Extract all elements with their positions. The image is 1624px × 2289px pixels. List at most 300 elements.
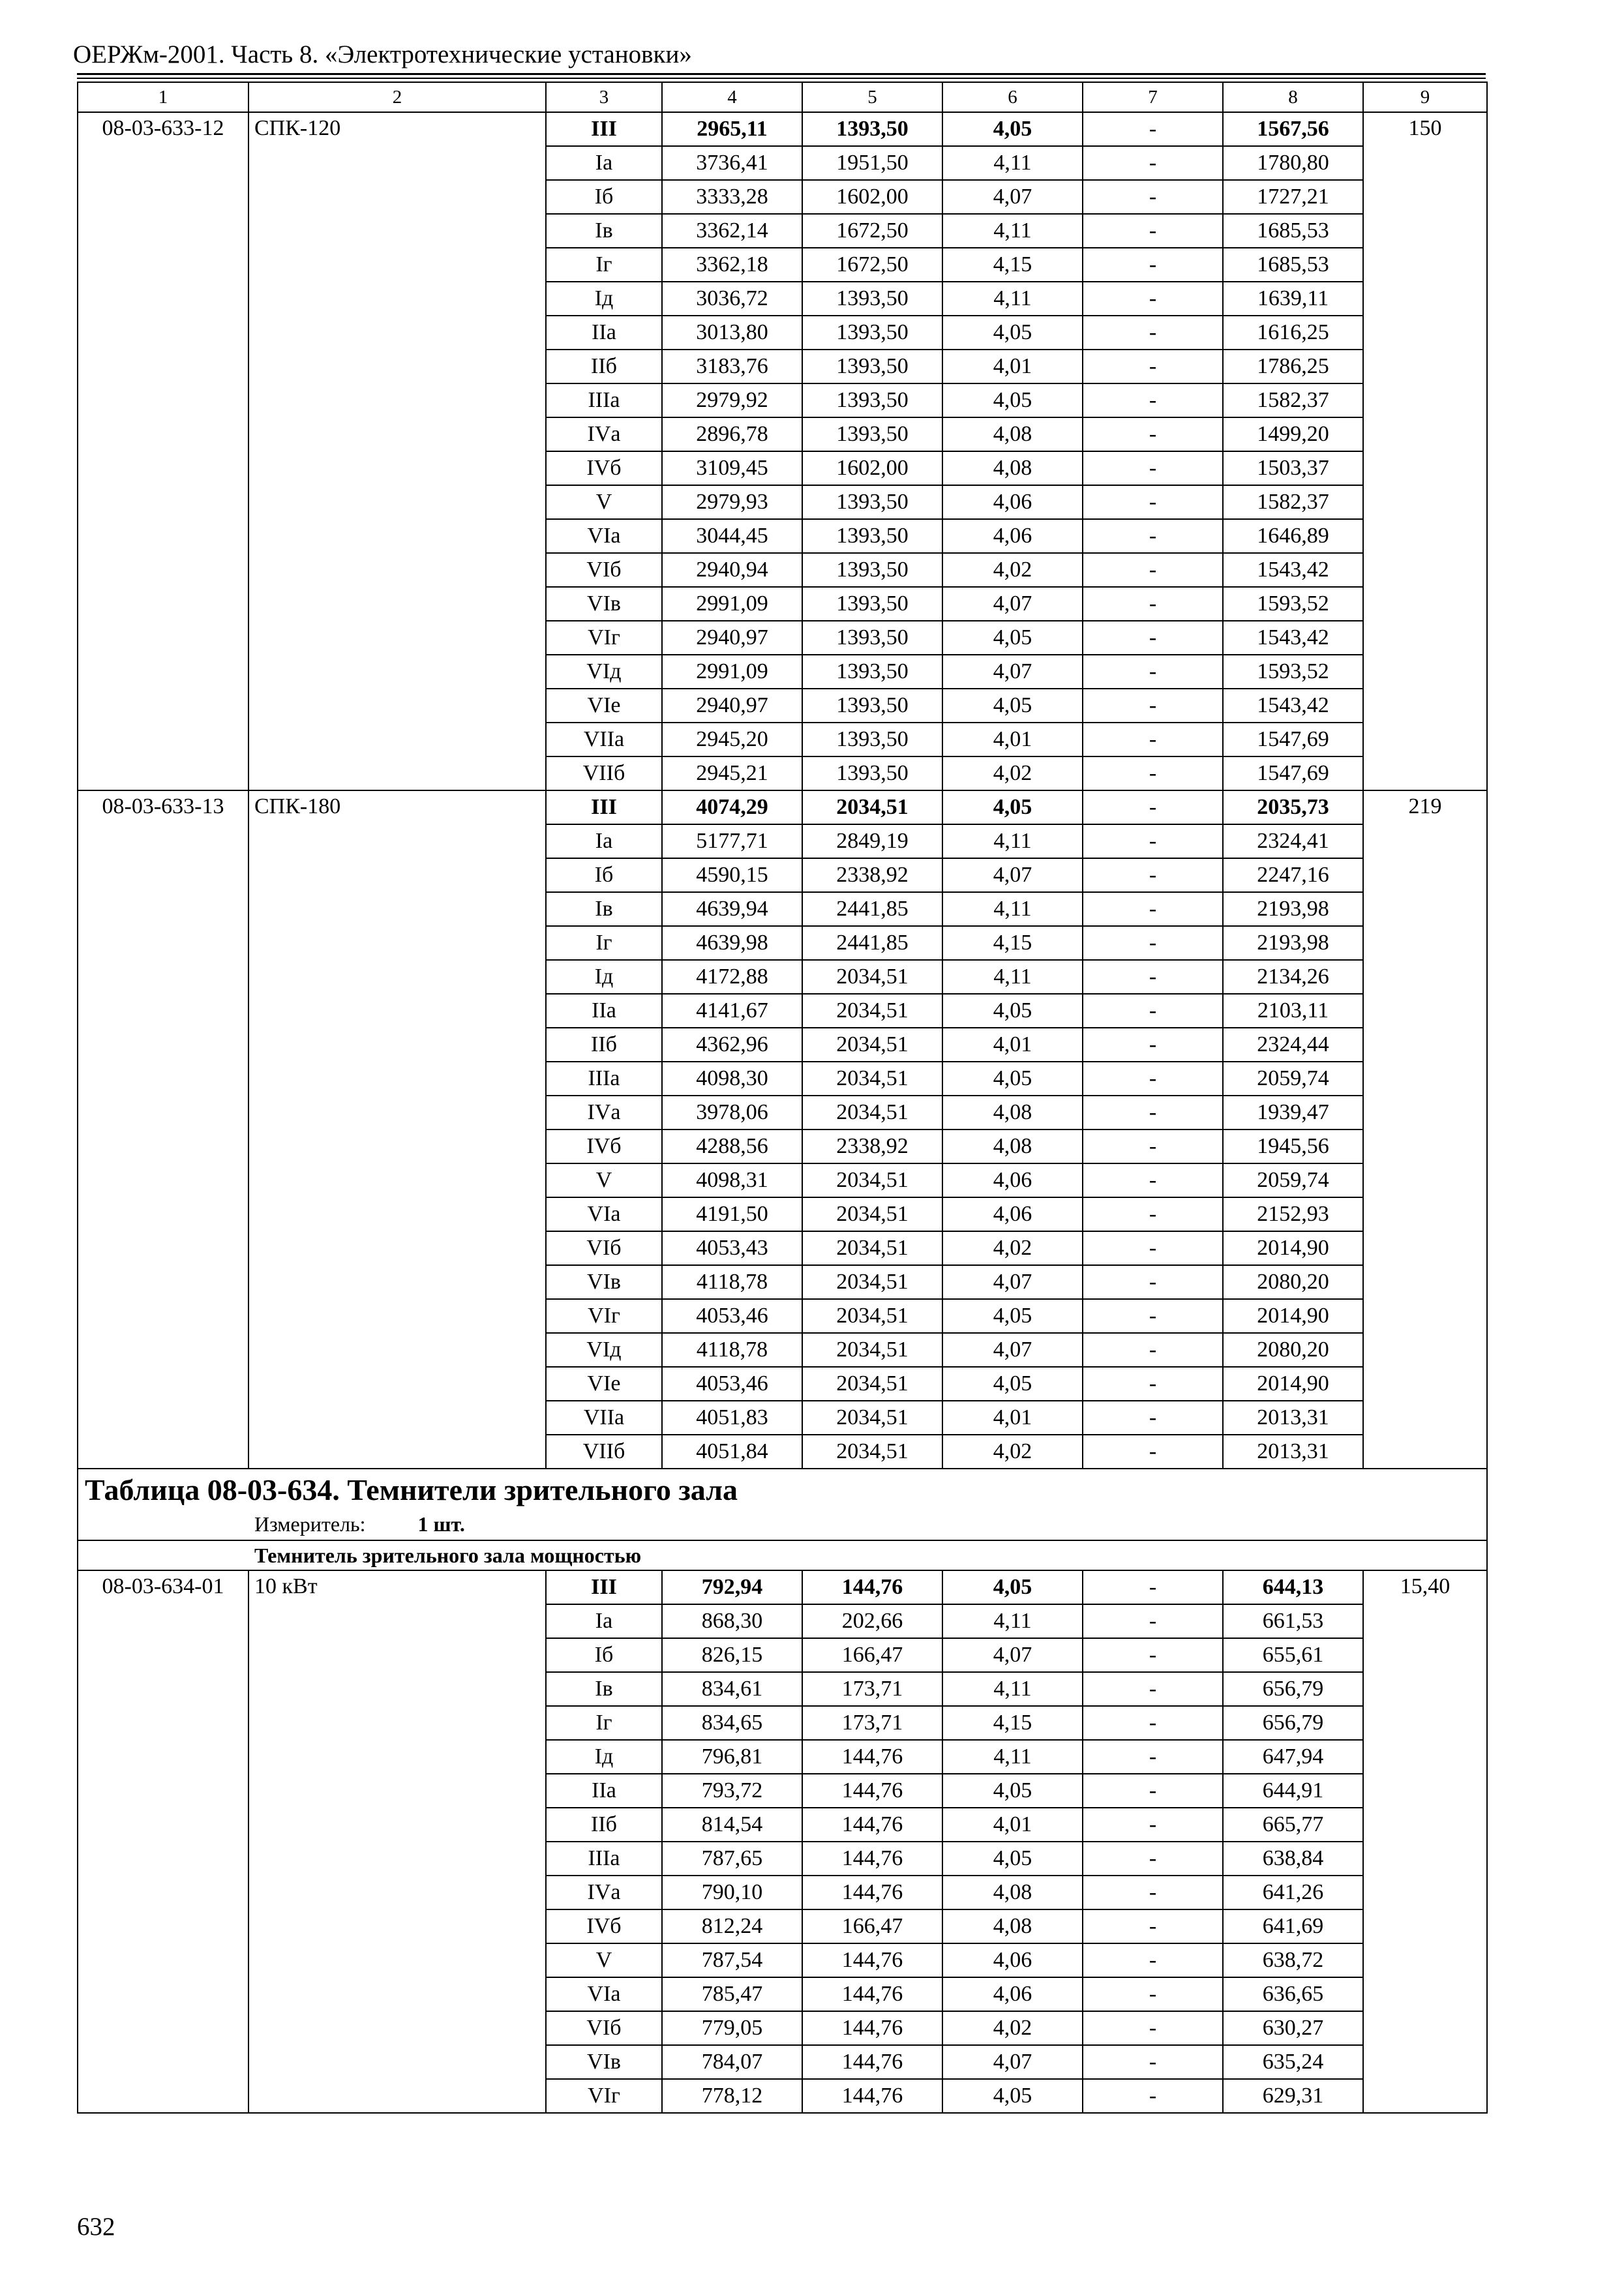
table-cell: 2034,51 [802, 790, 942, 824]
table-cell: VIд [546, 1333, 662, 1367]
table-cell: IVб [546, 1130, 662, 1163]
table-cell: 868,30 [662, 1604, 802, 1638]
table-cell: 1393,50 [802, 519, 942, 553]
table-cell: - [1083, 1604, 1223, 1638]
table-cell: 2940,94 [662, 553, 802, 587]
table-cell: Iб [546, 858, 662, 892]
table-cell: 2013,31 [1223, 1401, 1363, 1435]
table-cell: 2034,51 [802, 1163, 942, 1197]
table-cell: 1543,42 [1223, 553, 1363, 587]
table-cell: 4288,56 [662, 1130, 802, 1163]
table-cell: 4639,94 [662, 892, 802, 926]
table-cell: 4,06 [942, 1943, 1083, 1977]
measure-value: 1 шт. [417, 1512, 465, 1536]
table-cell: 641,26 [1223, 1876, 1363, 1909]
table-cell: 638,72 [1223, 1943, 1363, 1977]
table-cell: Iг [546, 1706, 662, 1740]
table-cell: 4,07 [942, 587, 1083, 621]
table-cell: 4141,67 [662, 994, 802, 1028]
table-cell: 4118,78 [662, 1265, 802, 1299]
table-cell: Iб [546, 180, 662, 214]
table-cell: 4,11 [942, 146, 1083, 180]
table-cell: - [1083, 858, 1223, 892]
table-cell: 2035,73 [1223, 790, 1363, 824]
measure-label: Измеритель: [254, 1512, 366, 1536]
column-number: 1 [78, 82, 248, 112]
table-cell: IIIа [546, 383, 662, 417]
table-cell: 4,08 [942, 1876, 1083, 1909]
table-cell: 1593,52 [1223, 587, 1363, 621]
table-cell: 2080,20 [1223, 1265, 1363, 1299]
table-cell: Iа [546, 146, 662, 180]
table-cell: 4,07 [942, 2045, 1083, 2079]
table-cell: 644,91 [1223, 1774, 1363, 1808]
table-cell: III [546, 112, 662, 146]
table-cell: 2338,92 [802, 858, 942, 892]
table-cell: 778,12 [662, 2079, 802, 2113]
table-row [78, 1570, 1487, 1604]
table-cell: VIIа [546, 723, 662, 756]
table-cell: 4,06 [942, 485, 1083, 519]
table-cell: V [546, 1163, 662, 1197]
table-cell: 144,76 [802, 1808, 942, 1842]
table-cell: VIб [546, 553, 662, 587]
table-cell: Iа [546, 824, 662, 858]
table-cell: 4,06 [942, 519, 1083, 553]
table-cell: 4,06 [942, 1197, 1083, 1231]
table-cell: 1672,50 [802, 214, 942, 248]
table-cell: 629,31 [1223, 2079, 1363, 2113]
table-cell: VIг [546, 621, 662, 655]
table-cell: 4,11 [942, 824, 1083, 858]
table-cell: 2991,09 [662, 655, 802, 689]
table-cell: 655,61 [1223, 1638, 1363, 1672]
table-cell: IIа [546, 316, 662, 350]
table-cell: 4,05 [942, 316, 1083, 350]
table-cell: - [1083, 1808, 1223, 1842]
table-cell: 4,11 [942, 1740, 1083, 1774]
table-cell: - [1083, 282, 1223, 316]
table-cell: 638,84 [1223, 1842, 1363, 1876]
table-cell: 2103,11 [1223, 994, 1363, 1028]
table-cell: 4,05 [942, 994, 1083, 1028]
table-cell: Iв [546, 214, 662, 248]
table-cell: VIе [546, 1367, 662, 1401]
table-cell: 792,94 [662, 1570, 802, 1604]
table-cell: 2034,51 [802, 1231, 942, 1265]
table-cell: 2945,20 [662, 723, 802, 756]
table-cell: 4,02 [942, 553, 1083, 587]
table-cell: 144,76 [802, 2011, 942, 2045]
table-cell: 814,54 [662, 1808, 802, 1842]
table-cell: Iв [546, 1672, 662, 1706]
table-cell: 4172,88 [662, 960, 802, 994]
table-cell: 1593,52 [1223, 655, 1363, 689]
table-cell: 4,11 [942, 892, 1083, 926]
table-cell: 1393,50 [802, 485, 942, 519]
table-cell: VIв [546, 1265, 662, 1299]
table-cell: IVб [546, 1909, 662, 1943]
table-cell: 665,77 [1223, 1808, 1363, 1842]
table-cell: 787,54 [662, 1943, 802, 1977]
table-cell: Iг [546, 248, 662, 282]
table-cell: 3183,76 [662, 350, 802, 383]
table-cell: 1939,47 [1223, 1096, 1363, 1130]
table-cell: - [1083, 621, 1223, 655]
table-cell: - [1083, 1706, 1223, 1740]
table-cell: - [1083, 1740, 1223, 1774]
table-cell: 202,66 [802, 1604, 942, 1638]
table-cell: Iд [546, 960, 662, 994]
table-cell: - [1083, 1842, 1223, 1876]
table-cell: 3333,28 [662, 180, 802, 214]
table-cell: 5177,71 [662, 824, 802, 858]
item-name: 10 кВт [248, 1570, 546, 2113]
table-cell: - [1083, 553, 1223, 587]
table-cell: - [1083, 756, 1223, 790]
table-cell: - [1083, 1299, 1223, 1333]
table-cell: IVа [546, 1096, 662, 1130]
table-cell: - [1083, 2011, 1223, 2045]
table-cell: 1393,50 [802, 350, 942, 383]
table-cell: 144,76 [802, 1570, 942, 1604]
column-number: 5 [802, 82, 942, 112]
table-cell: 4,08 [942, 1096, 1083, 1130]
table-cell: 4,01 [942, 1028, 1083, 1062]
table-cell: 3036,72 [662, 282, 802, 316]
table-cell: 1547,69 [1223, 756, 1363, 790]
column-number: 4 [662, 82, 802, 112]
table-cell: 1393,50 [802, 112, 942, 146]
table-cell: 1393,50 [802, 282, 942, 316]
table-cell: - [1083, 587, 1223, 621]
table-cell: VIIб [546, 756, 662, 790]
rate-code: 08-03-634-01 [78, 1570, 248, 2113]
table-cell: VIг [546, 2079, 662, 2113]
table-cell: 2080,20 [1223, 1333, 1363, 1367]
table-cell: VIа [546, 519, 662, 553]
table-cell: IIб [546, 350, 662, 383]
table-cell: - [1083, 994, 1223, 1028]
column-number: 6 [942, 82, 1083, 112]
page-number: 632 [77, 2213, 115, 2241]
table-cell: 1393,50 [802, 417, 942, 451]
table-cell: - [1083, 146, 1223, 180]
table-cell: 4051,83 [662, 1401, 802, 1435]
table-cell: 4,06 [942, 1163, 1083, 1197]
table-cell: - [1083, 1435, 1223, 1469]
table-cell: - [1083, 655, 1223, 689]
table-cell: 4,01 [942, 1401, 1083, 1435]
table-cell: 4,05 [942, 2079, 1083, 2113]
table-title-row [78, 1469, 1487, 1540]
table-subtitle: Темнитель зрительного зала мощностью [254, 1544, 642, 1567]
table-cell: 1547,69 [1223, 723, 1363, 756]
table-cell: 1393,50 [802, 553, 942, 587]
table-cell: 4,07 [942, 1265, 1083, 1299]
table-cell: 2896,78 [662, 417, 802, 451]
table-cell: 4,01 [942, 1808, 1083, 1842]
table-cell: - [1083, 1401, 1223, 1435]
table-cell: 2965,11 [662, 112, 802, 146]
table-cell: - [1083, 248, 1223, 282]
header-rule-thin [77, 78, 1486, 79]
table-cell: Iг [546, 926, 662, 960]
table-cell: 636,65 [1223, 1977, 1363, 2011]
table-cell: - [1083, 112, 1223, 146]
table-cell: IVа [546, 417, 662, 451]
table-cell: 1503,37 [1223, 451, 1363, 485]
table-cell: 2441,85 [802, 892, 942, 926]
table-cell: - [1083, 383, 1223, 417]
table-cell: - [1083, 1977, 1223, 2011]
table-cell: 4,02 [942, 2011, 1083, 2045]
table-cell: 2059,74 [1223, 1062, 1363, 1096]
table-cell: 1780,80 [1223, 146, 1363, 180]
table-cell: 1786,25 [1223, 350, 1363, 383]
table-cell: 4051,84 [662, 1435, 802, 1469]
table-cell: 1672,50 [802, 248, 942, 282]
table-cell: - [1083, 1265, 1223, 1299]
table-cell: 796,81 [662, 1740, 802, 1774]
table-cell: - [1083, 1163, 1223, 1197]
table-cell: - [1083, 1943, 1223, 1977]
measure-line [78, 1510, 1486, 1540]
table-cell: IIб [546, 1028, 662, 1062]
item-name: СПК-120 [248, 112, 546, 790]
table-cell: 793,72 [662, 1774, 802, 1808]
table-cell: 144,76 [802, 2079, 942, 2113]
table-cell: 4,05 [942, 689, 1083, 723]
table-cell: VIд [546, 655, 662, 689]
table-cell: 834,61 [662, 1672, 802, 1706]
table-cell: 661,53 [1223, 1604, 1363, 1638]
table-cell: 1685,53 [1223, 214, 1363, 248]
table-cell: VIе [546, 689, 662, 723]
table-cell: - [1083, 1130, 1223, 1163]
table-cell: IIа [546, 994, 662, 1028]
table-cell: 4098,31 [662, 1163, 802, 1197]
table-cell: 2034,51 [802, 1299, 942, 1333]
table-cell: 4053,46 [662, 1367, 802, 1401]
table-cell: - [1083, 417, 1223, 451]
table-cell: - [1083, 485, 1223, 519]
table-cell: 1951,50 [802, 146, 942, 180]
table-cell: VIг [546, 1299, 662, 1333]
table-cell: - [1083, 1909, 1223, 1943]
table-cell: 656,79 [1223, 1706, 1363, 1740]
table-cell: - [1083, 1231, 1223, 1265]
table-cell: 4,05 [942, 1299, 1083, 1333]
table-cell: 4,02 [942, 1435, 1083, 1469]
table-cell: 4,02 [942, 756, 1083, 790]
table-cell: 4590,15 [662, 858, 802, 892]
table-cell: - [1083, 723, 1223, 756]
table-cell: 166,47 [802, 1909, 942, 1943]
table-cell: 1393,50 [802, 316, 942, 350]
rate-code: 08-03-633-12 [78, 112, 248, 790]
table-cell: 1567,56 [1223, 112, 1363, 146]
table-cell: 2014,90 [1223, 1231, 1363, 1265]
table-cell: 4,05 [942, 1062, 1083, 1096]
table-cell: 4,05 [942, 1842, 1083, 1876]
table-cell: V [546, 1943, 662, 1977]
table-cell: IIб [546, 1808, 662, 1842]
table-cell: 2324,41 [1223, 824, 1363, 858]
table-cell: 4,05 [942, 1774, 1083, 1808]
table-cell: - [1083, 689, 1223, 723]
table-cell: 2034,51 [802, 1197, 942, 1231]
table-cell: 4,11 [942, 1604, 1083, 1638]
table-cell: 144,76 [802, 1740, 942, 1774]
table-cell: 1582,37 [1223, 485, 1363, 519]
table-cell: 1602,00 [802, 180, 942, 214]
table-cell: 3044,45 [662, 519, 802, 553]
header-rule [77, 73, 1486, 75]
table-cell: 1727,21 [1223, 180, 1363, 214]
table-cell: 4,01 [942, 723, 1083, 756]
table-cell: - [1083, 451, 1223, 485]
table-cell: - [1083, 892, 1223, 926]
table-cell: 4053,43 [662, 1231, 802, 1265]
table-cell: 785,47 [662, 1977, 802, 2011]
table-cell: 2034,51 [802, 1401, 942, 1435]
table-cell: 4,05 [942, 1367, 1083, 1401]
table-cell: 1499,20 [1223, 417, 1363, 451]
table-cell: 4,08 [942, 417, 1083, 451]
table-cell: IVб [546, 451, 662, 485]
table-cell: 144,76 [802, 1977, 942, 2011]
table-cell: VIб [546, 1231, 662, 1265]
table-cell: 4,01 [942, 350, 1083, 383]
table-cell: - [1083, 1197, 1223, 1231]
table-cell: - [1083, 214, 1223, 248]
table-cell: - [1083, 824, 1223, 858]
table-cell: - [1083, 1774, 1223, 1808]
table-cell: 644,13 [1223, 1570, 1363, 1604]
table-cell: 2940,97 [662, 621, 802, 655]
table-cell: VIIб [546, 1435, 662, 1469]
table-cell: - [1083, 316, 1223, 350]
table-cell: - [1083, 350, 1223, 383]
table-cell: 3736,41 [662, 146, 802, 180]
table-cell: 4,11 [942, 282, 1083, 316]
table-cell: Iд [546, 282, 662, 316]
table-cell: VIа [546, 1197, 662, 1231]
table-cell: 2034,51 [802, 1062, 942, 1096]
table-cell: 1602,00 [802, 451, 942, 485]
table-cell: 2991,09 [662, 587, 802, 621]
table-cell: 3013,80 [662, 316, 802, 350]
table-cell: 1646,89 [1223, 519, 1363, 553]
table-cell: 2849,19 [802, 824, 942, 858]
table-cell: 812,24 [662, 1909, 802, 1943]
table-cell: 656,79 [1223, 1672, 1363, 1706]
column-number: 2 [248, 82, 546, 112]
table-cell: 4053,46 [662, 1299, 802, 1333]
table-cell: 2324,44 [1223, 1028, 1363, 1062]
table-cell: 2134,26 [1223, 960, 1363, 994]
table-cell: 826,15 [662, 1638, 802, 1672]
table-cell: 1543,42 [1223, 621, 1363, 655]
table-cell: 2034,51 [802, 1265, 942, 1299]
column-number-row [78, 82, 1487, 112]
table-cell: 4118,78 [662, 1333, 802, 1367]
table-cell: - [1083, 1672, 1223, 1706]
table-cell: 4,05 [942, 1570, 1083, 1604]
table-cell: 4,07 [942, 180, 1083, 214]
table-title-cell [78, 1469, 1487, 1540]
table-cell: 4,05 [942, 790, 1083, 824]
table-cell: 2193,98 [1223, 892, 1363, 926]
table-cell: 4,15 [942, 248, 1083, 282]
table-cell: 4,11 [942, 1672, 1083, 1706]
table-cell: 779,05 [662, 2011, 802, 2045]
table-cell: 2247,16 [1223, 858, 1363, 892]
table-cell: 4,08 [942, 1909, 1083, 1943]
table-cell: Iв [546, 892, 662, 926]
table-cell: 3362,18 [662, 248, 802, 282]
table-cell: - [1083, 1333, 1223, 1367]
table-cell: 4,02 [942, 1231, 1083, 1265]
table-cell: 2338,92 [802, 1130, 942, 1163]
table-cell: Iд [546, 1740, 662, 1774]
table-cell: IIIа [546, 1062, 662, 1096]
extra-value: 150 [1363, 112, 1487, 790]
table-cell: 1639,11 [1223, 282, 1363, 316]
table-cell: 2034,51 [802, 1096, 942, 1130]
table-cell: VIа [546, 1977, 662, 2011]
table-cell: 4098,30 [662, 1062, 802, 1096]
table-cell: 173,71 [802, 1672, 942, 1706]
table-cell: 144,76 [802, 1876, 942, 1909]
table-cell: 2979,92 [662, 383, 802, 417]
table-cell: 144,76 [802, 1943, 942, 1977]
table-cell: 166,47 [802, 1638, 942, 1672]
table-cell: 4,05 [942, 112, 1083, 146]
table-cell: 1393,50 [802, 587, 942, 621]
page-header: ОЕРЖм-2001. Часть 8. «Электротехнические установки» [73, 40, 692, 68]
table-cell: 2034,51 [802, 1028, 942, 1062]
table-cell: 834,65 [662, 1706, 802, 1740]
table-cell: 1543,42 [1223, 689, 1363, 723]
table-cell: 3109,45 [662, 451, 802, 485]
table-cell: VIIа [546, 1401, 662, 1435]
column-number: 7 [1083, 82, 1223, 112]
table-cell: 4191,50 [662, 1197, 802, 1231]
table-cell: 1393,50 [802, 621, 942, 655]
table-cell: 4639,98 [662, 926, 802, 960]
column-number: 9 [1363, 82, 1487, 112]
table-cell: III [546, 790, 662, 824]
table-cell: - [1083, 1876, 1223, 1909]
table-cell: - [1083, 1096, 1223, 1130]
table-cell: 790,10 [662, 1876, 802, 1909]
table-cell: - [1083, 960, 1223, 994]
table-cell: 2034,51 [802, 1435, 942, 1469]
table-cell: 4,07 [942, 1638, 1083, 1672]
table-cell: 1582,37 [1223, 383, 1363, 417]
table-cell: 4,11 [942, 960, 1083, 994]
table-cell: 1616,25 [1223, 316, 1363, 350]
table-cell: 2193,98 [1223, 926, 1363, 960]
table-cell: 647,94 [1223, 1740, 1363, 1774]
table-cell: Iб [546, 1638, 662, 1672]
table-cell: 4,15 [942, 926, 1083, 960]
subtitle-cell [78, 1540, 1487, 1570]
price-table [77, 82, 1488, 2114]
table-cell: 173,71 [802, 1706, 942, 1740]
